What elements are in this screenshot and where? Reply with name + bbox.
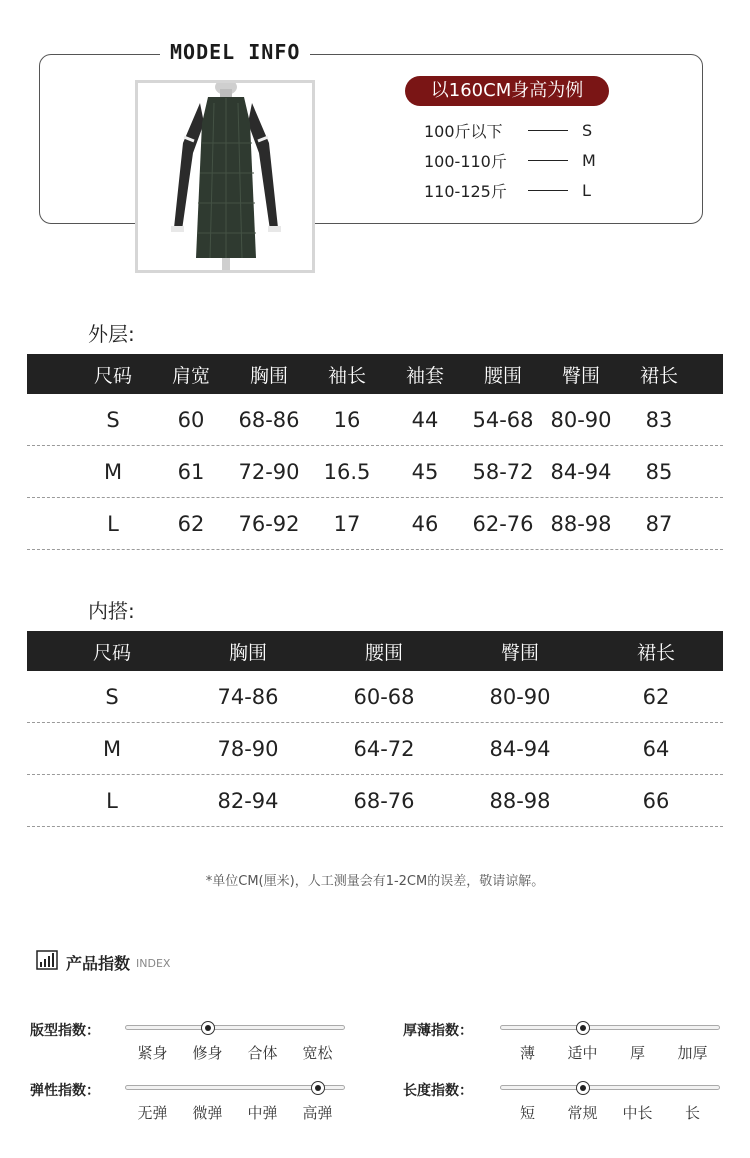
index-option: 加厚 [677,1044,708,1062]
column-header: 尺码 [93,364,132,387]
model-photo [135,80,315,273]
column-header: 腰围 [364,641,403,664]
weight-range: 100-110斤 [424,151,507,171]
measurement-cell: 61 [177,459,205,484]
index-label: 长度指数： [403,1083,473,1099]
index-option: 适中 [567,1044,598,1062]
weight-range: 100斤以下 [424,121,503,141]
measurement-cell: 80-90 [489,684,551,709]
index-label: 弹性指数： [30,1083,100,1099]
measurement-cell: 78-90 [217,736,279,761]
table-row [27,775,723,827]
column-header: 胸围 [249,364,288,387]
measurement-cell: 62 [177,511,205,536]
measurement-cell: 85 [645,459,673,484]
column-header: 袖套 [405,364,444,387]
weight-range: 110-125斤 [424,181,507,201]
index-label: 厚薄指数： [403,1023,473,1039]
column-header: 腰围 [483,364,522,387]
column-header: 臀围 [500,641,539,664]
measurement-cell: 74-86 [217,684,279,709]
index-slider-knob [311,1081,325,1095]
measurement-cell: 72-90 [238,459,300,484]
index-label: 版型指数： [30,1023,100,1039]
index-option: 紧身 [137,1044,168,1062]
index-option: 中弹 [247,1104,278,1122]
index-subtitle: INDEX [136,957,171,970]
index-option: 短 [519,1104,535,1122]
measurement-cell: 16 [333,407,361,432]
column-header: 胸围 [228,641,267,664]
column-header: 肩宽 [171,364,210,387]
recommended-size: S [582,120,593,140]
product-index-header [36,950,170,974]
index-option: 中长 [622,1104,653,1122]
table-row [27,723,723,775]
table-row [27,671,723,723]
table-header-row [27,631,723,671]
index-slider-track [500,1085,720,1090]
table-row [27,394,723,446]
model-info-title: MODEL INFO [160,40,310,64]
measurement-cell: 62 [642,684,670,709]
measurement-cell: 64-72 [353,736,415,761]
recommended-size: M [582,150,596,170]
index-option: 厚 [629,1044,645,1062]
size-cell: M [103,459,123,484]
measurement-cell: 88-98 [550,511,612,536]
measurement-cell: 68-86 [238,407,300,432]
divider-line [528,130,568,131]
size-cell: S [106,407,120,432]
measurement-cell: 87 [645,511,673,536]
index-slider-track [125,1025,345,1030]
measurement-cell: 88-98 [489,788,551,813]
index-slider-knob [201,1021,215,1035]
measurement-cell: 62-76 [472,511,534,536]
measurement-cell: 76-92 [238,511,300,536]
index-slider-knob [576,1021,590,1035]
measurement-cell: 82-94 [217,788,279,813]
measurement-cell: 60-68 [353,684,415,709]
measurement-cell: 16.5 [323,459,371,484]
index-slider-knob [576,1081,590,1095]
size-cell: L [106,788,118,813]
table-row [27,498,723,550]
measurement-note: *单位CM(厘米)，人工测量会有1-2CM的误差，敬请谅解。 [205,874,545,889]
index-option: 修身 [192,1044,223,1062]
index-option: 宽松 [302,1044,333,1062]
measurement-cell: 46 [411,511,439,536]
index-option: 常规 [567,1104,598,1122]
outer-layer-label: 外层: [88,322,135,346]
size-guide-row [424,148,602,172]
divider-line [528,190,568,191]
divider-line [528,160,568,161]
measurement-cell: 80-90 [550,407,612,432]
column-header: 臀围 [561,364,600,387]
size-guide-row [424,178,602,202]
size-cell: M [102,736,122,761]
measurement-cell: 68-76 [353,788,415,813]
index-option: 长 [684,1104,700,1122]
inner-size-table [27,631,723,827]
index-slider-track [500,1025,720,1030]
measurement-cell: 44 [411,407,439,432]
column-header: 袖长 [327,364,366,387]
column-header: 尺码 [92,641,131,664]
index-title: 产品指数 [66,953,131,973]
table-row [27,446,723,498]
measurement-cell: 58-72 [472,459,534,484]
index-option: 微弹 [192,1104,223,1122]
measurement-cell: 64 [642,736,670,761]
measurement-cell: 54-68 [472,407,534,432]
size-cell: S [105,684,119,709]
bar-chart-icon [36,950,58,974]
index-option: 薄 [519,1044,535,1062]
table-header-row [27,354,723,394]
measurement-cell: 83 [645,407,673,432]
column-header: 裙长 [636,641,675,664]
index-option: 合体 [247,1044,278,1062]
measurement-cell: 17 [333,511,361,536]
column-header: 裙长 [639,364,678,387]
measurement-cell: 60 [177,407,205,432]
size-cell: L [107,511,119,536]
recommended-size: L [582,180,591,200]
size-guide-row [424,118,602,142]
index-option: 高弹 [302,1104,333,1122]
measurement-cell: 45 [411,459,439,484]
measurement-cell: 66 [642,788,670,813]
outer-size-table [27,354,723,550]
height-badge: 以160CM身高为例 [405,76,609,106]
measurement-cell: 84-94 [550,459,612,484]
index-option: 无弹 [137,1104,168,1122]
inner-layer-label: 内搭: [88,599,135,623]
measurement-cell: 84-94 [489,736,551,761]
